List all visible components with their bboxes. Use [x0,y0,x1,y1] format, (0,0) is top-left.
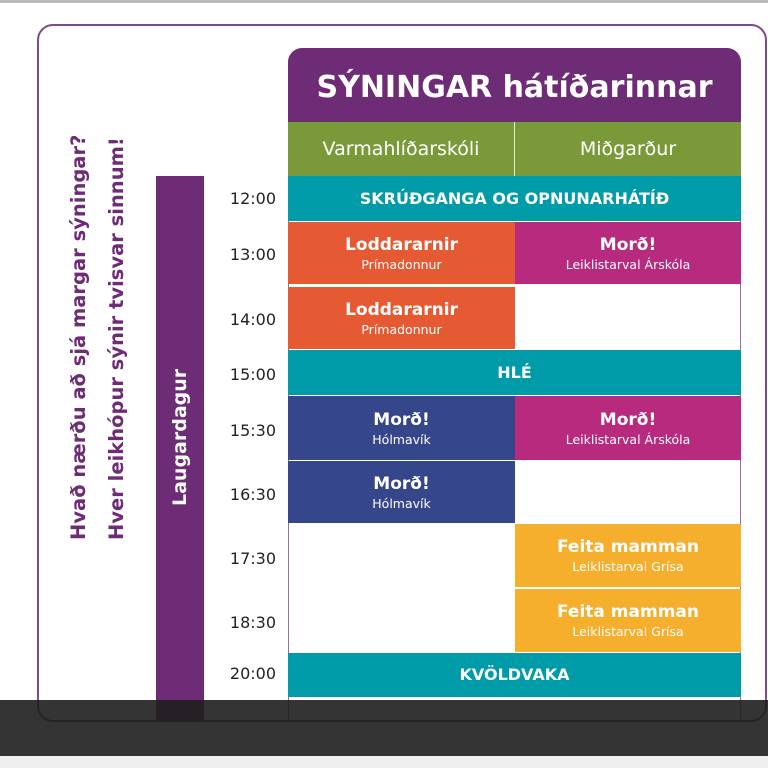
event-group: Prímadonnur [361,321,442,337]
event-opening: SKRÚÐGANGA OG OPNUNARHÁTÍÐ [288,176,741,221]
event-group: Hólmavík [372,431,431,447]
event-cell [288,396,515,460]
event-cell [515,222,741,284]
event-cell [288,222,515,284]
event-group: Leiklistarval Grísa [572,624,684,639]
bottom-overlay [0,700,768,756]
time-label: 17:30 [229,549,276,568]
event-group: Prímadonnur [361,256,442,272]
event-cell [288,287,515,349]
side-question-line1: Hvað nærðu að sjá margar sýningar? [67,134,90,540]
venue-varmahlidarskoli: Varmahlíðarskóli [288,122,515,176]
event-name: Morð! [373,409,430,430]
top-border [0,0,768,3]
venue-header [288,122,741,176]
event-name: Loddararnir [345,299,458,320]
day-label: Laugardagur [169,368,191,506]
time-label: 15:00 [229,365,276,384]
event-name: Morð! [599,409,657,430]
event-cell [288,461,515,523]
time-label: 12:00 [229,189,276,208]
schedule-title: SÝNINGAR hátíðarinnar [288,48,741,122]
time-label: 18:30 [229,613,276,632]
event-cell [515,396,741,460]
day-bar [156,176,204,722]
time-label: 15:30 [229,421,276,440]
event-cell [515,589,741,652]
event-name: Loddararnir [345,234,458,255]
event-name: Feita mamman [557,602,699,622]
event-group: Hólmavík [372,495,431,511]
bottom-strip [0,756,768,768]
event-name: Morð! [373,473,430,494]
side-question-line2: Hver leikhópur sýnir tvisvar sinnum! [105,137,128,540]
time-label: 13:00 [229,245,276,264]
event-name: Morð! [599,234,657,255]
event-name: Feita mamman [557,537,699,557]
event-break: HLÉ [288,350,741,395]
event-evening: KVÖLDVAKA [288,653,741,697]
event-group: Leiklistarval Árskóla [565,256,691,272]
event-group: Leiklistarval Grísa [572,559,684,574]
event-group: Leiklistarval Árskóla [565,431,691,447]
time-label: 20:00 [229,664,276,683]
venue-midgardur: Miðgarður [579,138,677,160]
event-cell [515,524,741,587]
time-label: 16:30 [229,485,276,504]
side-question [60,60,134,540]
time-label: 14:00 [229,310,276,329]
